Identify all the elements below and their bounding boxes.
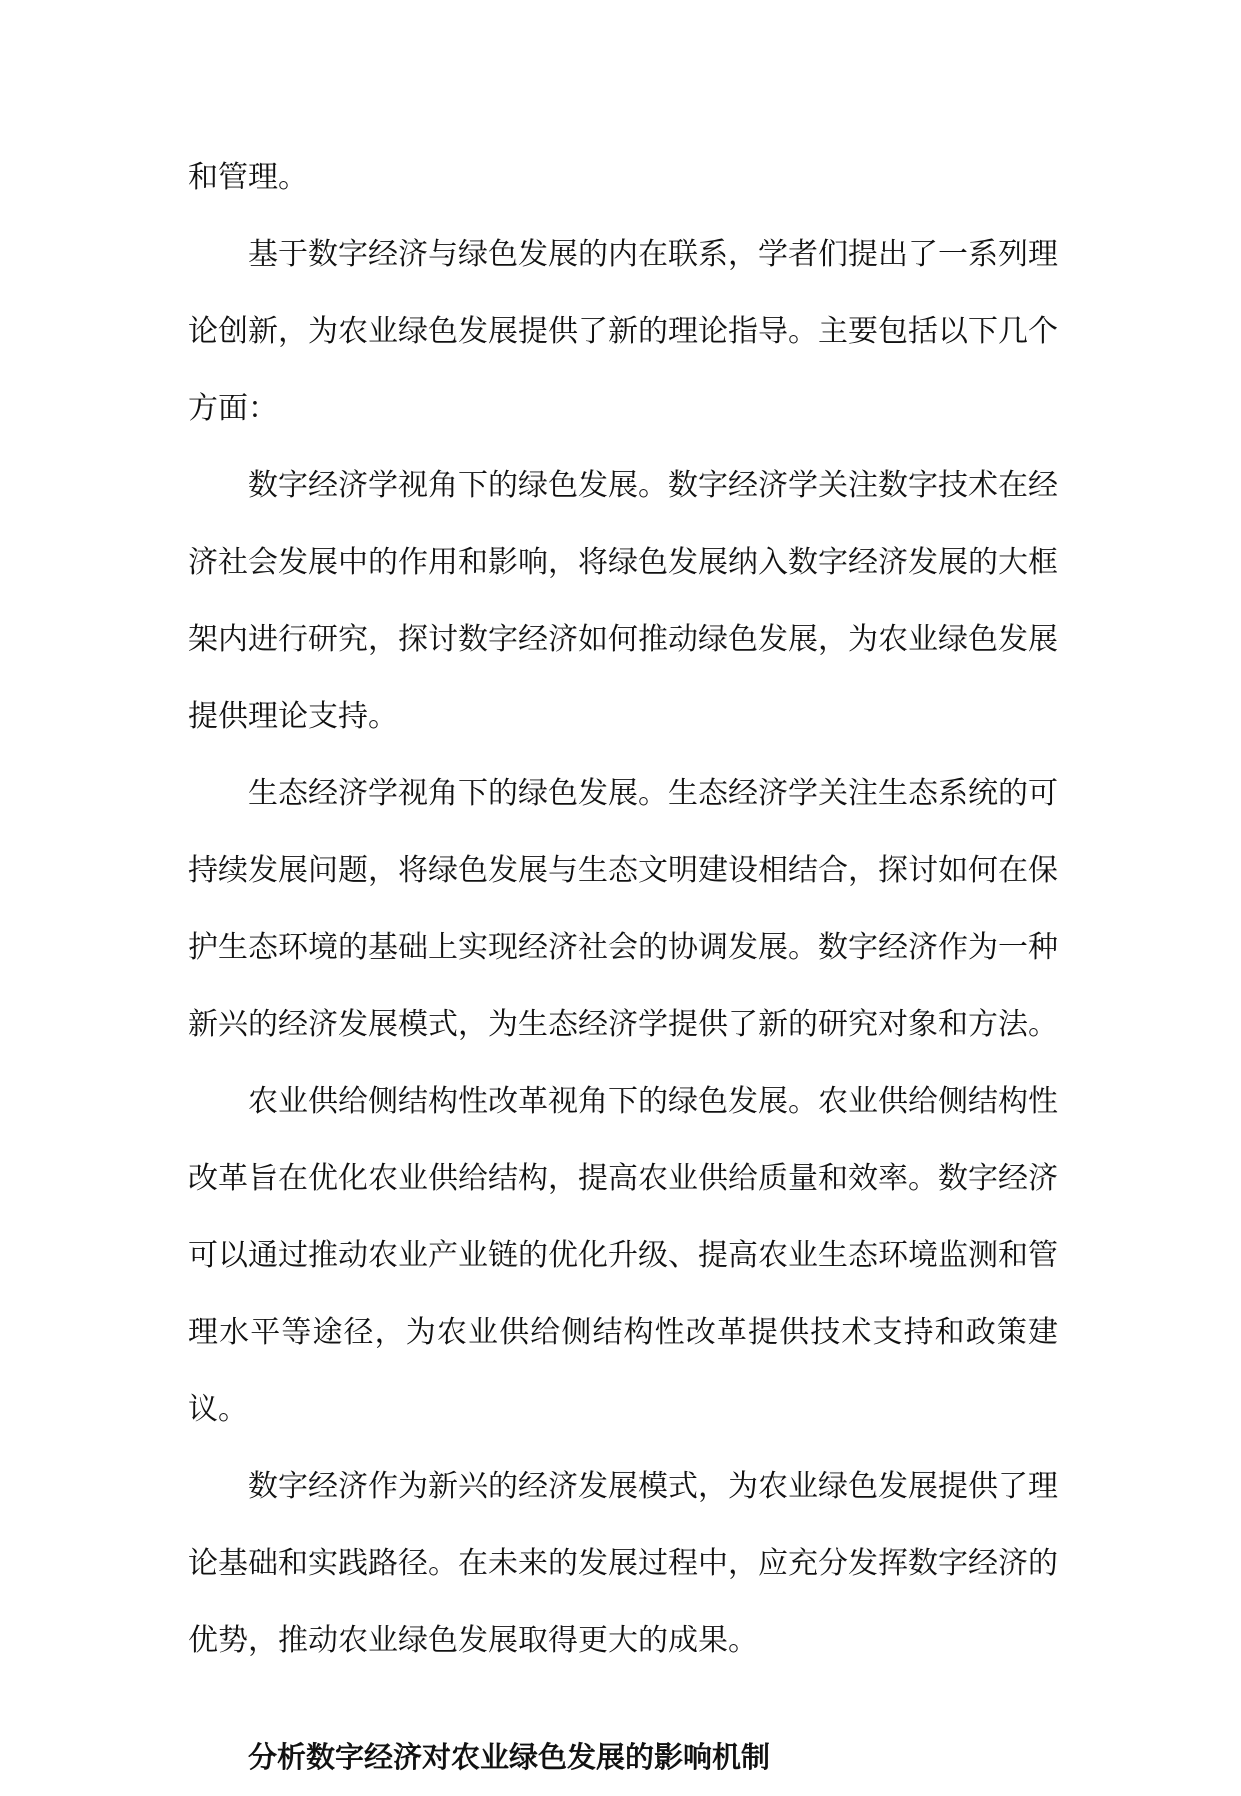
section-heading: 分析数字经济对农业绿色发展的影响机制 <box>248 1740 771 1774</box>
paragraph-supply-side-reform: 农业供给侧结构性改革视角下的绿色发展。农业供给侧结构性改革旨在优化农业供给结构，提高农业供给质量和效率。数字经济可以通过推动农业产业链的优化升级、提高农业生态环境监测和管理水平等途径，为农业供给侧结构性改革提供技术支持和政策建议。 <box>188 1084 1058 1427</box>
paragraph-theory-innovation: 基于数字经济与绿色发展的内在联系，学者们提出了一系列理论创新，为农业绿色发展提供了新的理论指导。主要包括以下几个方面： <box>188 237 1058 426</box>
paragraph-ecological-economics: 生态经济学视角下的绿色发展。生态经济学关注生态系统的可持续发展问题，将绿色发展与生态文明建设相结合，探讨如何在保护生态环境的基础上实现经济社会的协调发展。数字经济作为一种新兴的经济发展模式，为生态经济学提供了新的研究对象和方法。 <box>188 776 1058 1042</box>
document-body <box>188 139 1058 1796</box>
paragraph-conclusion: 数字经济作为新兴的经济发展模式，为农业绿色发展提供了理论基础和实践路径。在未来的发展过程中，应充分发挥数字经济的优势，推动农业绿色发展取得更大的成果。 <box>188 1469 1058 1658</box>
paragraph-digital-economics: 数字经济学视角下的绿色发展。数字经济学关注数字技术在经济社会发展中的作用和影响，将绿色发展纳入数字经济发展的大框架内进行研究，探讨数字经济如何推动绿色发展，为农业绿色发展提供理论支持。 <box>188 468 1058 734</box>
paragraph-continuation: 和管理。 <box>188 160 308 195</box>
